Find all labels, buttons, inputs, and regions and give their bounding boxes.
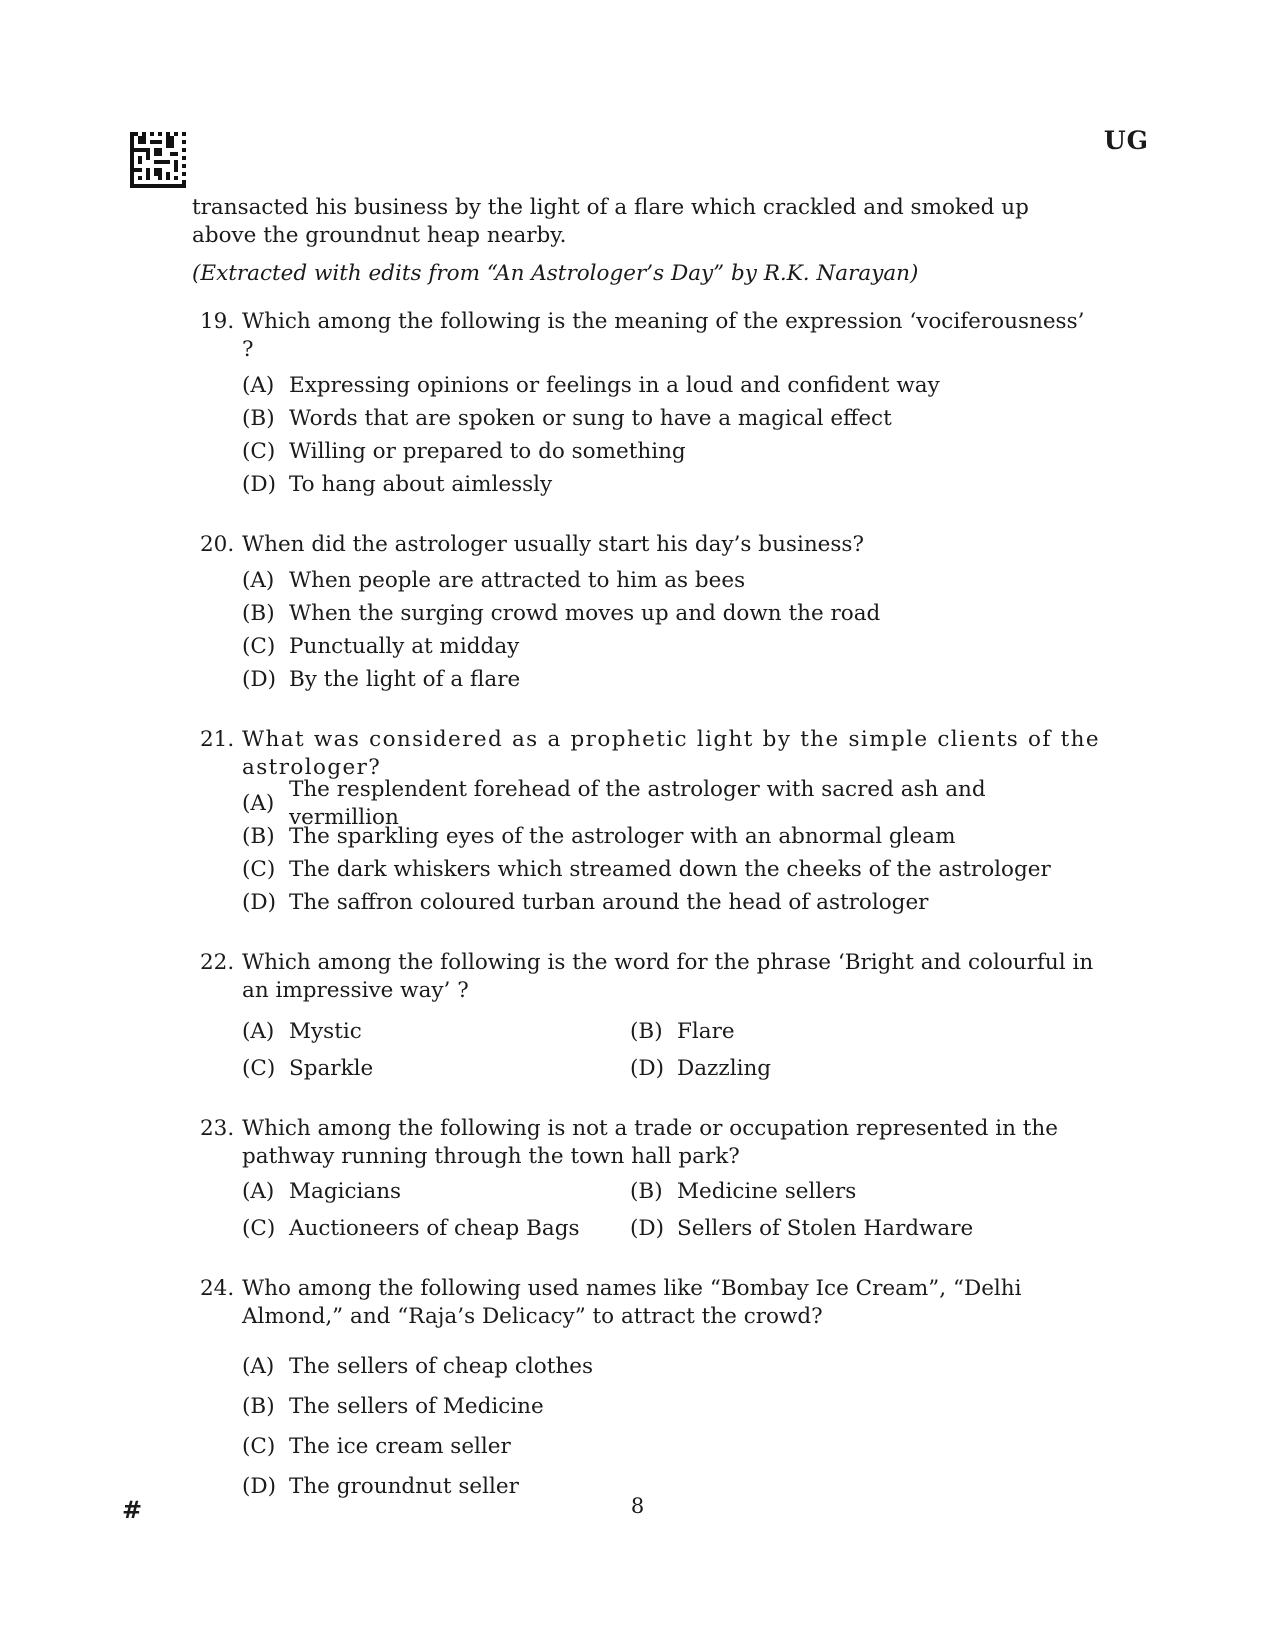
option-text: Punctually at midday [289, 633, 520, 659]
option-text: Words that are spoken or sung to have a magical effect [289, 405, 892, 431]
option-b [630, 1175, 1100, 1208]
page-number: 8 [630, 1494, 645, 1518]
option-d [630, 1052, 1100, 1085]
question-number: 19. [200, 309, 235, 334]
option-label: (B) [242, 405, 275, 431]
option-b [630, 1015, 1100, 1048]
option-b [242, 597, 1100, 630]
option-label: (C) [242, 1434, 276, 1459]
option-label: (A) [242, 1354, 275, 1379]
question-text: What was considered as a prophetic light by the simple clients of the astrologer? [242, 727, 1100, 780]
datamatrix-code-icon [130, 132, 186, 188]
option-a [242, 1015, 630, 1048]
option-label: (B) [630, 1018, 663, 1044]
question-text: Which among the following is the word for the phrase ‘Bright and colourful in an impressive way’ ? [242, 950, 1094, 1003]
question-number: 21. [200, 727, 235, 752]
question-text: Who among the following used names like “Bombay Ice Cream”, “Delhi Almond,” and “Raja’s Delicacy” to attract the crowd? [242, 1276, 1022, 1329]
option-label: (D) [630, 1215, 665, 1241]
page-content [192, 194, 1100, 1507]
question-20 [192, 531, 1100, 696]
option-label: (C) [242, 856, 276, 882]
option-text: When the surging crowd moves up and down the road [289, 600, 881, 626]
question-text: When did the astrologer usually start his day’s business? [242, 532, 864, 557]
option-label: (C) [242, 633, 276, 659]
option-label: (C) [242, 438, 276, 464]
question-21 [192, 726, 1100, 919]
option-label: (D) [630, 1055, 665, 1081]
question-text: Which among the following is not a trade or occupation represented in the pathway running through the town hall park? [242, 1116, 1058, 1169]
option-text: When people are attracted to him as bees [289, 567, 746, 593]
option-label: (D) [242, 1474, 277, 1499]
option-a [242, 1175, 630, 1208]
option-label: (B) [242, 600, 275, 626]
option-text: The dark whiskers which streamed down the cheeks of the astrologer [289, 856, 1051, 882]
question-number: 20. [200, 532, 235, 557]
question-number: 23. [200, 1116, 235, 1141]
option-a [242, 1347, 1100, 1387]
option-c [242, 630, 1100, 663]
option-c [242, 853, 1100, 886]
option-text: Expressing opinions or feelings in a loud and confident way [289, 372, 940, 398]
option-text: Willing or prepared to do something [289, 438, 686, 464]
question-22 [192, 949, 1100, 1085]
option-label: (B) [242, 1394, 275, 1419]
option-b [242, 402, 1100, 435]
option-text: The saffron coloured turban around the head of astrologer [289, 889, 929, 915]
option-text: The sellers of cheap clothes [289, 1354, 593, 1379]
question-24 [192, 1275, 1100, 1507]
option-label: (C) [242, 1055, 276, 1081]
question-number: 22. [200, 950, 235, 975]
option-label: (A) [242, 790, 275, 816]
option-a [242, 564, 1100, 597]
option-label: (B) [242, 823, 275, 849]
option-c [242, 1052, 630, 1085]
option-text: Medicine sellers [677, 1178, 857, 1204]
question-number: 24. [200, 1276, 235, 1301]
option-text: The groundnut seller [289, 1474, 519, 1499]
option-d [242, 886, 1100, 919]
option-text: The ice cream seller [289, 1434, 511, 1459]
question-19 [192, 308, 1100, 501]
option-text: The resplendent forehead of the astrologer with sacred ash and vermillion [289, 776, 986, 830]
option-a [242, 369, 1100, 402]
option-label: (A) [242, 1018, 275, 1044]
option-d [242, 663, 1100, 696]
option-text: Magicians [289, 1178, 402, 1204]
option-d [630, 1212, 1100, 1245]
option-text: The sparkling eyes of the astrologer with an abnormal gleam [289, 823, 956, 849]
option-text: Auctioneers of cheap Bags [289, 1215, 580, 1241]
option-label: (A) [242, 567, 275, 593]
passage-source: (Extracted with edits from “An Astrologer’s Day” by R.K. Narayan) [192, 261, 919, 286]
option-a [242, 776, 1100, 830]
option-text: Mystic [289, 1018, 362, 1044]
option-text: Sparkle [289, 1055, 374, 1081]
option-text: By the light of a flare [289, 666, 521, 692]
option-c [242, 1212, 630, 1245]
option-b [242, 820, 1100, 853]
option-label: (D) [242, 889, 277, 915]
option-text: Sellers of Stolen Hardware [677, 1215, 974, 1241]
option-label: (C) [242, 1215, 276, 1241]
footer-hash-mark: # [122, 1496, 143, 1524]
option-text: To hang about aimlessly [289, 471, 553, 497]
option-text: The sellers of Medicine [289, 1394, 544, 1419]
option-label: (A) [242, 1178, 275, 1204]
option-label: (D) [242, 471, 277, 497]
question-text: Which among the following is the meaning of the expression ‘vociferousness’ ? [242, 309, 1085, 362]
option-text: Dazzling [677, 1055, 772, 1081]
option-label: (B) [630, 1178, 663, 1204]
paper-code: UG [1103, 126, 1149, 155]
option-label: (A) [242, 372, 275, 398]
option-d [242, 468, 1100, 501]
option-c [242, 435, 1100, 468]
passage-text: transacted his business by the light of a flare which crackled and smoked up above the groundnut heap nearby. [192, 195, 1029, 248]
option-label: (D) [242, 666, 277, 692]
option-text: Flare [677, 1018, 735, 1044]
option-b [242, 1387, 1100, 1427]
option-c [242, 1427, 1100, 1467]
question-23 [192, 1115, 1100, 1245]
